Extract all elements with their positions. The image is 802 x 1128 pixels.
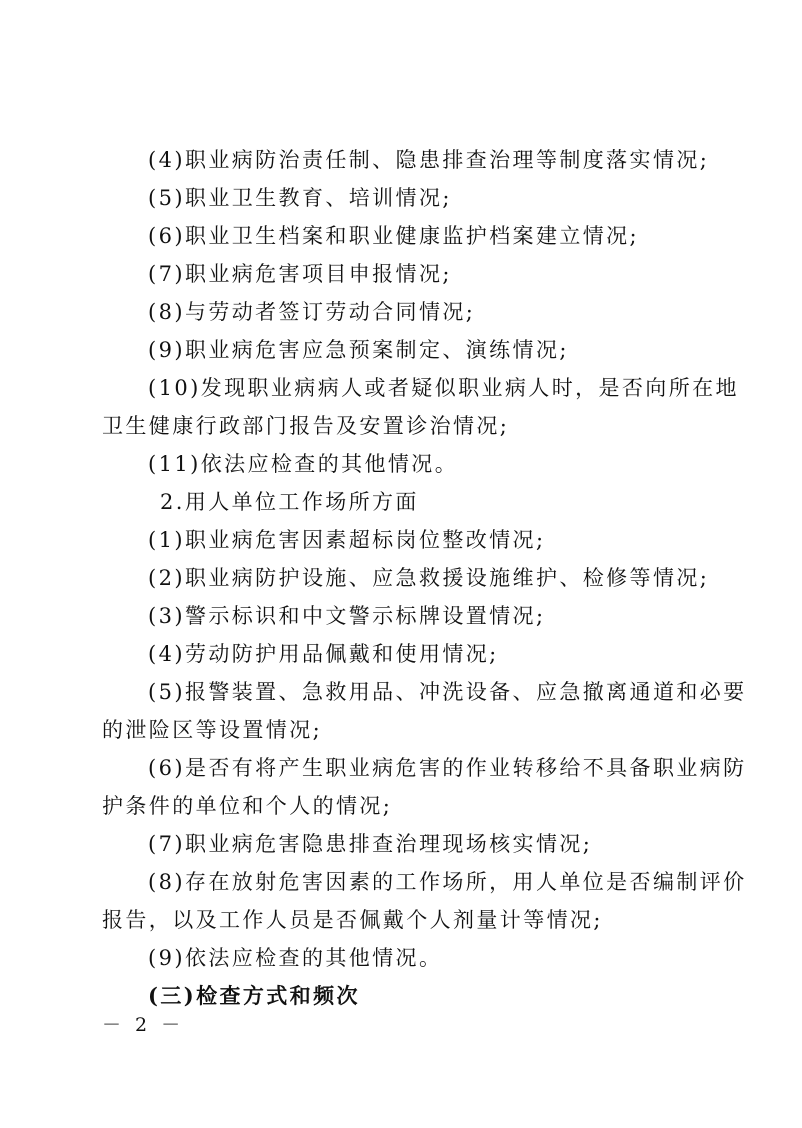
- list-item: (9)职业病危害应急预案制定、演练情况;: [148, 338, 569, 362]
- list-item: (11)依法应检查的其他情况。: [148, 452, 459, 476]
- list-item: (4)劳动防护用品佩戴和使用情况;: [148, 642, 499, 666]
- list-item: (5)报警装置、急救用品、冲洗设备、应急撤离通道和必要: [148, 680, 747, 704]
- list-item: (4)职业病防治责任制、隐患排查治理等制度落实情况;: [148, 148, 710, 172]
- list-item-continuation: 的泄险区等设置情况;: [102, 718, 323, 742]
- list-item: (6)职业卫生档案和职业健康监护档案建立情况;: [148, 224, 640, 248]
- list-item-continuation: 报告，以及工作人员是否佩戴个人剂量计等情况;: [102, 908, 603, 932]
- page-number: － 2 －: [102, 1014, 185, 1036]
- list-item-continuation: 护条件的单位和个人的情况;: [102, 794, 393, 818]
- list-item: (3)警示标识和中文警示标牌设置情况;: [148, 604, 546, 628]
- list-item-continuation: 卫生健康行政部门报告及安置诊治情况;: [102, 414, 510, 438]
- list-item: (7)职业病危害隐患排查治理现场核实情况;: [148, 832, 593, 856]
- list-item: (9)依法应检查的其他情况。: [148, 946, 443, 970]
- list-item: (5)职业卫生教育、培训情况;: [148, 186, 452, 210]
- list-item: (1)职业病危害因素超标岗位整改情况;: [148, 528, 546, 552]
- section-heading: (三)检查方式和频次: [148, 983, 360, 1008]
- list-item: (10)发现职业病病人或者疑似职业病人时，是否向所在地: [148, 376, 739, 400]
- list-item: (2)职业病防护设施、应急救援设施维护、检修等情况;: [148, 566, 710, 590]
- subsection-heading: 2.用人单位工作场所方面: [160, 490, 419, 514]
- list-item: (7)职业病危害项目申报情况;: [148, 262, 452, 286]
- list-item: (6)是否有将产生职业病危害的作业转移给不具备职业病防: [148, 756, 747, 780]
- list-item: (8)与劳动者签订劳动合同情况;: [148, 300, 476, 324]
- list-item: (8)存在放射危害因素的工作场所，用人单位是否编制评价: [148, 870, 747, 894]
